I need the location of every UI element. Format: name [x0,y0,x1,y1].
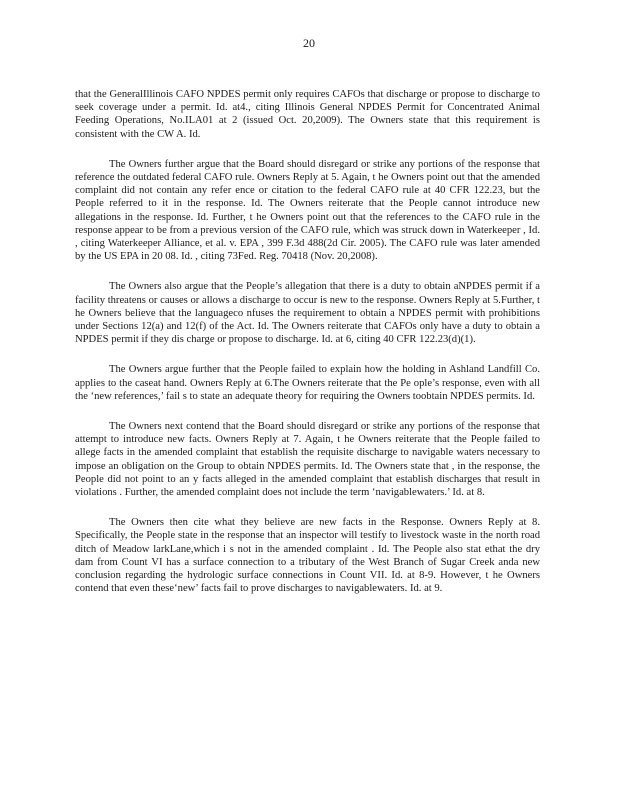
paragraph-1: that the GeneralIllinois CAFO NPDES permit only requires CAFOs that discharge or propose to discharge to seek coverage under a permit. Id. at4., citing Illinois General NPDES Permit for Concentrated Animal Feeding Operations, No.ILA01 at 2 (issued Oct. 20,2009). The Owners state that this requirement is consistent with the CW A. Id. [75,89,540,140]
paragraph-5: The Owners next contend that the Board should disregard or strike any portions of the response that attempt to introduce new facts. Owners Reply at 7. Again, t he Owners reiterate that the People failed to allege facts in the amended complaint that establish the requisite discharge to navigable waters necessary to impose an obligation on the Group to obtain NPDES permits. Id. The Owners state that , in the response, the People did not point to an y facts alleged in the amended complaint that establish discharges that result in violations . Further, the amended complaint does not include the term ‘navigablewaters.’ Id. at 8. [75,421,540,499]
paragraph-3: The Owners also argue that the People’s allegation that there is a duty to obtain aNPDES permit if a facility threatens or causes or allows a discharge to occur is new to the response. Owners Reply at 5.Further, t he Owners believe that the languageco nfuses the requirement to obtain a NPDES permit with prohibitions under Sections 12(a) and 12(f) of the Act. Id. The Owners reiterate that CAFOs only have a duty to obtain a NPDES permit if they dis charge or propose to discharge. Id. at 6, citing 40 CFR 122.23(d)(1). [75,281,540,346]
paragraph-4: The Owners argue further that the People failed to explain how the holding in Ashland Landfill Co. applies to the caseat hand. Owners Reply at 6.The Owners reiterate that the Pe ople’s response, even with all the ‘new references,’ fail s to state an adequate theory for requiring the Owners toobtain NPDES permits. Id. [75,364,540,402]
page-number: 20 [303,36,315,50]
paragraph-6: The Owners then cite what they believe are new facts in the Response. Owners Reply at 8. Specifically, the People state in the response that an inspector will testify to livestock waste in the north road ditch of Meadow larkLane,which i s not in the amended complaint . Id. The People also stat ethat the dry dam from Count VI has a surface connection to a tributary of the West Branch of Sugar Creek anda new conclusion regarding the hydrologic surface connections in Count VII. Id. at 8-9. However, t he Owners contend that even these‘new’ facts fail to prove discharges to navigablewaters. Id. at 9. [75,517,540,595]
paragraph-2: The Owners further argue that the Board should disregard or strike any portions of the response that reference the outdated federal CAFO rule. Owners Reply at 5. Again, t he Owners point out that the amended complaint did not contain any refer ence or citation to the federal CAFO rule at 40 CFR 122.23, but the People referred to it in the response. Id. The Owners reiterate that the People cannot introduce new allegations in the response. Id. Further, t he Owners point out that the references to the CAFO rule in the response appear to be from a previous version of the CAFO rule, which was struck down in Waterkeeper , Id. , citing Waterkeeper Alliance, et al. v. EPA , 399 F.3d 488(2d Cir. 2005). The CAFO rule was later amended by the US EPA in 20 08. Id. , citing 73Fed. Reg. 70418 (Nov. 20,2008). [75,158,540,263]
body-text [75,88,540,613]
